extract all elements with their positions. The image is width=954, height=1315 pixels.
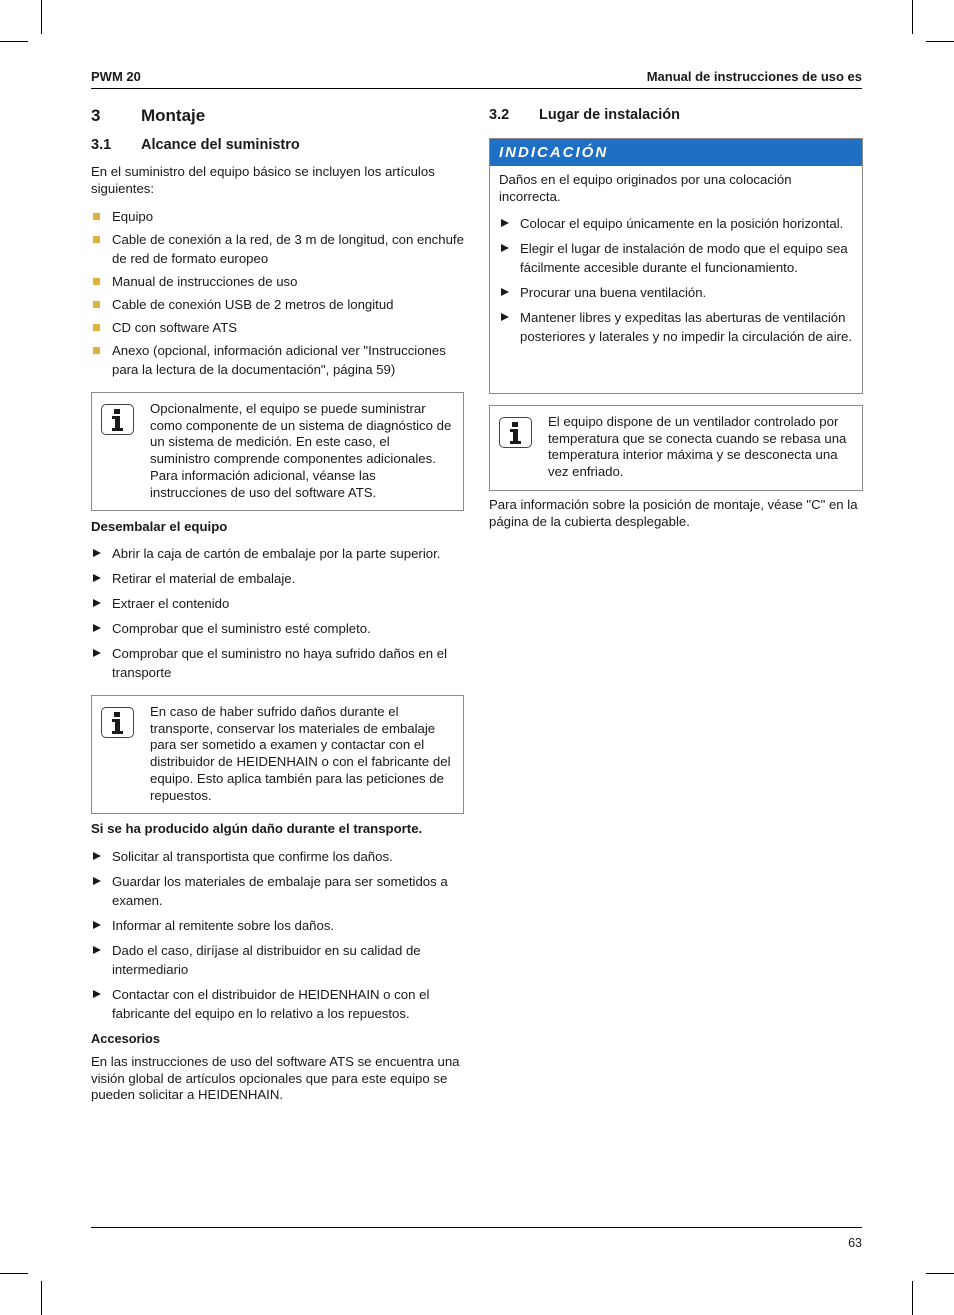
subsection-number: 3.2 [489,107,510,123]
crop-mark [926,41,954,42]
list-item: Anexo (opcional, información adicional ver "Instrucciones para la lectura de la documentación", página 59) [91,341,464,379]
crop-mark [912,0,913,34]
crop-mark [0,41,28,42]
damage-steps [91,847,464,1029]
notice-text: Daños en el equipo originados por una colocación incorrecta. [499,172,792,204]
unpack-heading: Desembalar el equipo [91,519,228,534]
scope-intro: En el suministro del equipo básico se incluyen los artículos siguientes: [91,164,435,196]
info-icon [499,417,532,448]
info-text: El equipo dispone de un ventilador controlado por temperatura que se conecta cuando se rebasa una temperatura interior máxima y se desconecta una vez enfriado. [548,414,847,480]
crop-mark [912,1281,913,1315]
crop-mark [41,0,42,34]
notice-label: INDICACIÓN [490,139,862,166]
section-heading [91,108,205,125]
accessories-heading: Accesorios [91,1031,160,1046]
unpack-steps [91,544,464,688]
list-item: Equipo [91,207,464,226]
notice-body [490,166,862,346]
page-header [91,69,862,89]
install-note: Para información sobre la posición de montaje, véase "C" en la página de la cubierta desplegable. [489,497,858,529]
crop-mark [41,1281,42,1315]
list-item: Dado el caso, diríjase al distribuidor en su calidad de intermediario [91,941,464,979]
subsection-heading-scope [91,137,300,154]
info-icon [101,707,134,738]
accessories-text: En las instrucciones de uso del software ATS se encuentra una visión global de artículos opcionales que para este equipo se pueden solicitar a HEIDENHAIN. [91,1054,460,1103]
list-item: Procurar una buena ventilación. [499,283,853,302]
info-box-install [489,405,863,491]
list-item: Mantener libres y expeditas las aberturas de ventilación posteriores y laterales y no impedir la circulación de aire. [499,308,853,346]
subsection-number: 3.1 [91,137,112,153]
subsection-title: Lugar de instalación [539,107,680,123]
info-icon [101,404,134,435]
document-title: Manual de instrucciones de uso es [646,69,862,84]
list-item: Guardar los materiales de embalaje para ser sometidos a examen. [91,872,464,910]
page-number: 63 [848,1236,862,1250]
info-text: Opcionalmente, el equipo se puede suministrar como componente de un sistema de diagnóstico de un sistema de medición. En este caso, el suministro comprende componentes adicionales. Para información adicional, véanse las instrucciones de uso del software ATS. [150,401,452,500]
list-item: Manual de instrucciones de uso [91,272,464,291]
section-title: Montaje [141,106,206,125]
subsection-title: Alcance del suministro [141,137,300,153]
crop-mark [926,1273,954,1274]
list-item: Retirar el material de embalaje. [91,569,464,588]
list-item: Contactar con el distribuidor de HEIDENHAIN o con el fabricante del equipo en lo relativo a los repuestos. [91,985,464,1023]
list-item: Cable de conexión a la red, de 3 m de longitud, con enchufe de red de formato europeo [91,230,464,268]
list-item: Colocar el equipo únicamente en la posición horizontal. [499,214,853,233]
subsection-heading-install [489,107,680,124]
list-item: Informar al remitente sobre los daños. [91,916,464,935]
info-box-unpack [91,695,464,814]
scope-item-list [91,207,464,383]
list-item: Comprobar que el suministro no haya sufrido daños en el transporte [91,644,464,682]
list-item: Cable de conexión USB de 2 metros de longitud [91,295,464,314]
list-item: Solicitar al transportista que confirme los daños. [91,847,464,866]
list-item: CD con software ATS [91,318,464,337]
notice-steps [499,214,853,346]
damage-heading: Si se ha producido algún daño durante el transporte. [91,821,423,836]
info-box-scope [91,392,464,511]
list-item: Comprobar que el suministro esté completo. [91,619,464,638]
info-text: En caso de haber sufrido daños durante el transporte, conservar los materiales de embalaje para ser sometido a examen y contactar con el distribuidor de HEIDENHAIN o con el fabricante del equipo. Esto aplica también para las peticiones de repuestos. [150,704,451,803]
notice-box [489,138,863,394]
list-item: Abrir la caja de cartón de embalaje por la parte superior. [91,544,464,563]
footer-rule [91,1227,862,1228]
product-name: PWM 20 [91,69,141,84]
section-number: 3 [91,106,101,125]
list-item: Extraer el contenido [91,594,464,613]
list-item: Elegir el lugar de instalación de modo que el equipo sea fácilmente accesible durante el funcionamiento. [499,239,853,277]
crop-mark [0,1273,28,1274]
